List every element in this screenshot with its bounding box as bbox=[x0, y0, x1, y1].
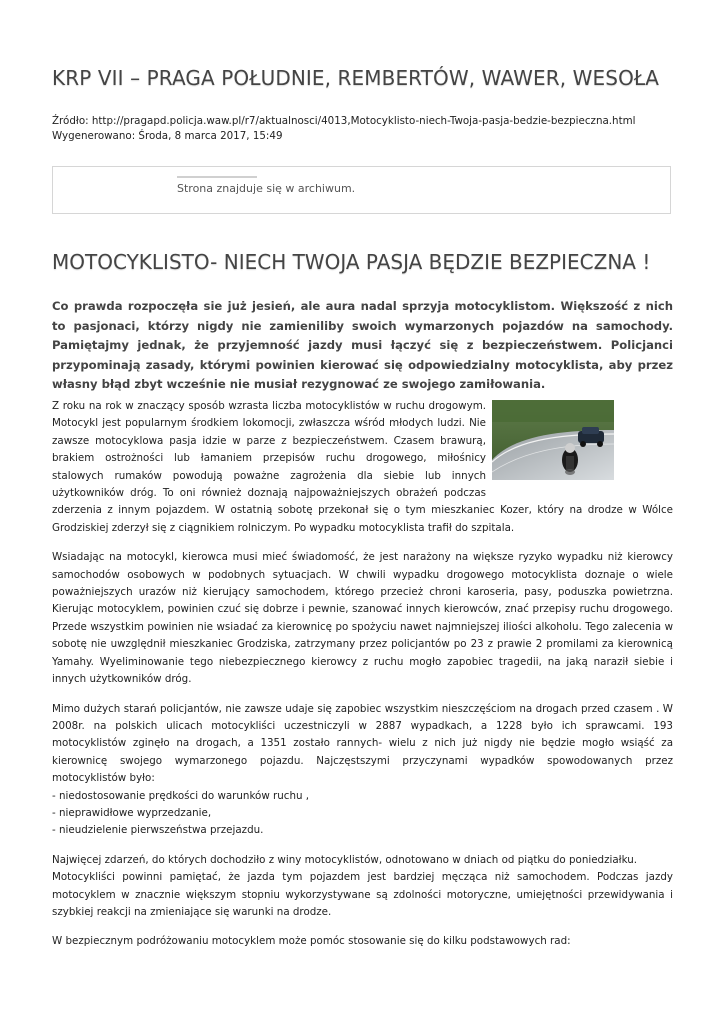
cause-item-1: - niedostosowanie prędkości do warunków ruchu , bbox=[52, 789, 310, 802]
source-url-line: Źródło: http://pragapd.policja.waw.pl/r7/aktualnosci/4013,Motocyklisto-niech-Twoja-pasja-bedzie-bezpieczna.html bbox=[52, 115, 636, 127]
source-meta bbox=[52, 114, 692, 144]
site-title: KRP VII – PRAGA POŁUDNIE, REMBERTÓW, WAWER, WESOŁA bbox=[52, 66, 660, 90]
article-paragraph-5: W bezpiecznym podróżowaniu motocyklem może pomóc stosowanie się do kilku podstawowych rad: bbox=[52, 935, 571, 948]
archive-notice-text: Strona znajduje się w archiwum. bbox=[177, 182, 356, 195]
article-paragraph-4b: Motocykliści powinni pamiętać, że jazda tym pojazdem jest bardziej męcząca niż samochodem. Podczas jazdy motocyklem w znacznie większym stopniu wykorzystywane są zdolności motoryczne, umiejętności przewidywania i szybkiej reakcji na zmieniające się warunki na drodze. bbox=[52, 871, 673, 918]
archive-notice-box bbox=[52, 166, 671, 214]
cause-item-3: - nieudzielenie pierwszeństwa przejazdu. bbox=[52, 824, 264, 837]
article-paragraph-3 bbox=[52, 701, 673, 840]
generated-date-line: Wygenerowano: Środa, 8 marca 2017, 15:49 bbox=[52, 130, 283, 142]
article-paragraph-4a: Najwięcej zdarzeń, do których dochodziło z winy motocyklistów, odnotowano w dniach od piątku do poniedziałku. bbox=[52, 853, 638, 866]
archive-notice-divider bbox=[177, 176, 257, 178]
article-paragraph-2: Wsiadając na motocykl, kierowca musi mieć świadomość, że jest narażony na większe ryzyko wypadku niż kierowcy samochodów osobowych w podobnych sytuacjach. W chwili wypadku drogowego motocyklista doznaje o wiele poważniejszych urazów niż kierujący samochodem, którego przecież chroni karoseria, pasy, poduszka powietrzna. Kierując motocyklem, powinien czuć się dobrze i pewnie, szanować innych kierowców, znać przepisy ruchu drogowego. Przede wszystkim powinien nie wsiadać za kierownicę po spożyciu nawet najmniejszej iliości alkoholu. Tego zalecenia w sobotę nie uwzględnił mieszkaniec Grodziska, zatrzymany przez policjantów po 23 z prawie 2 promilami za kierownicą Yamahy. Wyeliminowanie tego niebezpiecznego kierowcy z ruchu mogło zapobiec tragedii, na jaką naraził siebie i innych użytkowników dróg. bbox=[52, 551, 673, 686]
article-lead: Co prawda rozpoczęła sie już jesień, ale aura nadal sprzyja motocyklistom. Większość z nich to pasjonaci, którzy nigdy nie zamieniliby swoich wymarzonych pojazdów na samochody. Pamiętajmy jednak, że przyjemność jazdy musi łączyć się z bezpieczeństwem. Policjanci przypominają zasady, którymi powinien kierować się odpowiedzialny motocyklista, aby przez własny błąd zbyt wcześnie nie musiał rezygnować ze swojego zamiłowania. bbox=[52, 299, 673, 391]
cause-item-2: - nieprawidłowe wyprzedzanie, bbox=[52, 806, 212, 819]
article-paragraph-1-text: Z roku na rok w znaczący sposób wzrasta liczba motocyklistów w ruchu drogowym. Motocykl jest popularnym środkiem lokomocji, zwłaszcza wśród młodych ludzi. Nie zawsze motocyklowa pasja idzie w parze z bezpieczeństwem. Czasem brawurą, brakiem ostrożności lub łamaniem przepisów ruchu drogowego, miłośnicy stalowych rumaków powodują poważne zagrożenia dla siebie lub innych użytkowników dróg. To oni również doznają najpoważniejszych obrażeń podczas zderzenia z innym pojazdem. W ostatnią sobotę przekonał się o tym mieszkaniec Kozer, który na drodze w Wólce Grodziskiej zderzył się z ciągnikiem rolniczym. Po wypadku motocyklista trafił do szpitala. bbox=[52, 400, 673, 534]
article-body bbox=[52, 398, 673, 963]
article-title: MOTOCYKLISTO- NIECH TWOJA PASJA BĘDZIE BEZPIECZNA ! bbox=[52, 250, 651, 274]
motorcycle-photo bbox=[492, 400, 614, 480]
article-paragraph-3-text: Mimo dużych starań policjantów, nie zawsze udaje się zapobiec wszystkim nieszczęściom na drogach przed czasem . W 2008r. na polskich ulicach motocykliści uczestniczyli w 2887 wypadkach, a 1228 było ich sprawcami. 193 motocyklistów zginęło na drogach, a 1351 zostało rannych- wielu z nich już nigdy nie będzie mogło wsiąść za kierownicę swojego wymarzonego pojazdu. Najczęstszymi przyczynami wypadków spowodowanych przez motocyklistów było: bbox=[52, 702, 673, 785]
article-paragraph-1 bbox=[52, 398, 673, 537]
article-paragraph-4 bbox=[52, 852, 673, 922]
